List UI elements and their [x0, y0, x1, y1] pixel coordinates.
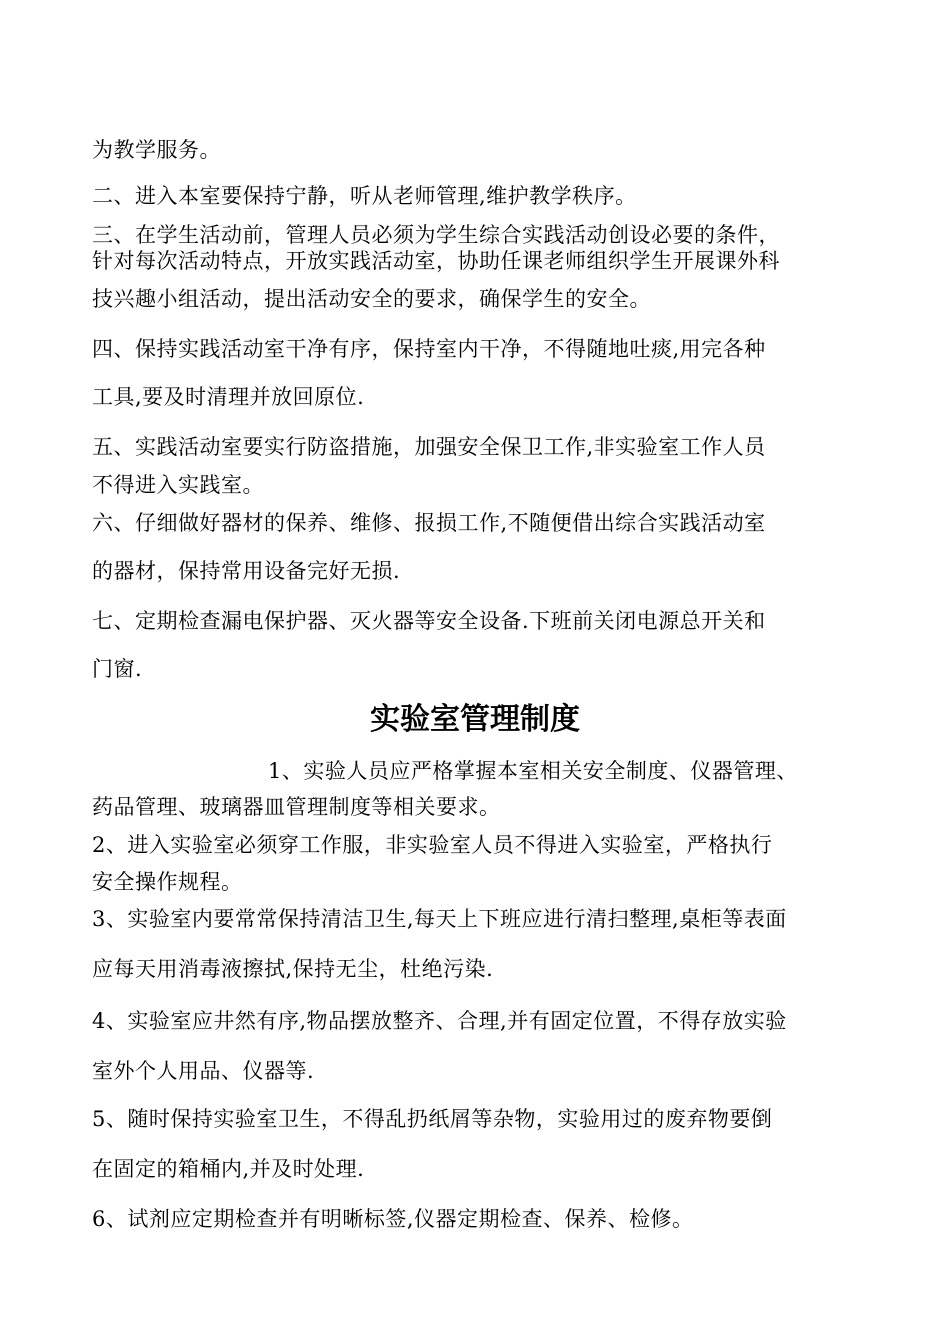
rule-line: 二、进入本室要保持宁静，听从老师管理,维护教学秩序。	[92, 184, 637, 208]
rule-line: 6、试剂应定期检查并有明晰标签,仪器定期检查、保养、检修。	[92, 1207, 694, 1231]
rule-line: 工具,要及时清理并放回原位.	[92, 385, 365, 409]
rule-line: 五、实践活动室要实行防盗措施，加强安全保卫工作,非实验室工作人员	[92, 435, 766, 459]
rule-line: 技兴趣小组活动，提出活动安全的要求，确保学生的安全。	[92, 287, 651, 311]
rule-line: 3、实验室内要常常保持清洁卫生,每天上下班应进行清扫整理,桌柜等表面	[92, 907, 787, 931]
rule-line: 不得进入实践室。	[92, 473, 264, 497]
rule-line: 的器材，保持常用设备完好无损.	[92, 559, 401, 583]
rule-line: 室外个人用品、仪器等.	[92, 1059, 315, 1083]
rule-line: 三、在学生活动前，管理人员必须为学生综合实践活动创设必要的条件，	[92, 223, 780, 247]
rule-line: 5、随时保持实验室卫生，不得乱扔纸屑等杂物，实验用过的废弃物要倒	[92, 1107, 773, 1131]
rule-line: 门窗.	[92, 657, 143, 681]
rule-line: 四、保持实践活动室干净有序，保持室内干净，不得随地吐痰,用完各种	[92, 337, 766, 361]
rule-line: 在固定的箱桶内,并及时处理.	[92, 1157, 365, 1181]
rule-line: 六、仔细做好器材的保养、维修、报损工作,不随便借出综合实践活动室	[92, 511, 766, 535]
rule-line: 4、实验室应井然有序,物品摆放整齐、合理,并有固定位置，不得存放实验	[92, 1009, 787, 1033]
section-title: 实验室管理制度	[370, 702, 580, 737]
rule-line: 2、进入实验室必须穿工作服，非实验室人员不得进入实验室，严格执行	[92, 833, 773, 857]
rule-line: 药品管理、玻璃器皿管理制度等相关要求。	[92, 795, 501, 819]
rule-line: 七、定期检查漏电保护器、灭火器等安全设备.下班前关闭电源总开关和	[92, 609, 766, 633]
rule-line: 为教学服务。	[92, 138, 221, 162]
rule-line: 安全操作规程。	[92, 870, 243, 894]
rule-line: 应每天用消毒液擦拭,保持无尘，杜绝污染.	[92, 957, 494, 981]
rule-line: 1、实验人员应严格掌握本室相关安全制度、仪器管理、	[268, 759, 798, 783]
rule-line: 针对每次活动特点，开放实践活动室，协助任课老师组织学生开展课外科	[92, 249, 780, 273]
